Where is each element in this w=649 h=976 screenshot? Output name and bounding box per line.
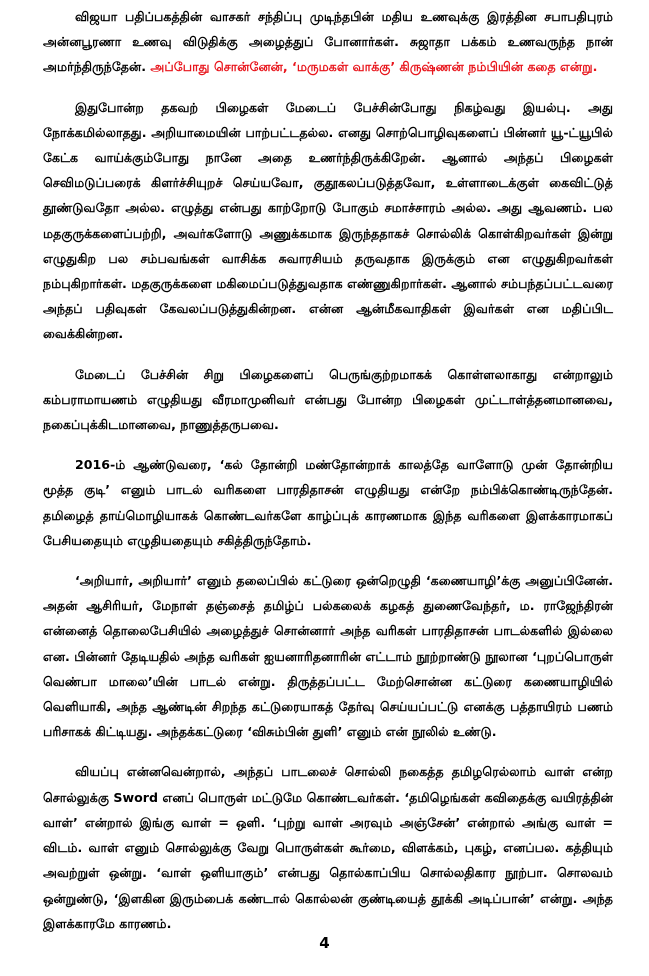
highlighted-quote: அப்போது சொன்னேன், ‘மருமகள் வாக்கு’ கிருஷ்ணன் நம்பியின் கதை என்று. [150, 59, 598, 75]
paragraph-2: இதுபோன்ற தகவற் பிழைகள் மேடைப் பேச்சின்போது நிகழ்வது இயல்பு. அது நோக்கமில்லாதது. அறியாமையின் பாற்பட்டதல்ல. எனது சொற்பொழிவுகளைப் பின்னர் யூ-ட்யூபில் கேட்க வாய்க்கும்போது நானே அதை உணர்ந்திருக்கிறேன். ஆனால் அந்தப் பிழைகள் செவிமடுப்பரைக் கிளர்ச்சியுறச் செய்யவோ, குதூகலப்படுத்தவோ, உள்ளாடைக்குள் கைவிட்டுத் தூண்டுவதோ அல்ல. எழுத்து என்பது காற்றோடு போகும் சமாச்சாரம் அல்ல. அது ஆவணம். பல மதகுருக்களைப்பற்றி, அவர்களோடு அணுக்கமாக இருந்ததாகச் சொல்லிக் கொள்கிறவர்கள் இன்று எழுதுகிற பல சம்பவங்கள் வாசிக்க சுவாரசியம் தருவதாக இருக்கும் என எழுதுகிறவர்கள் நம்புகிறார்கள். மதகுருக்களை மகிமைப்படுத்துவதாக எண்ணுகிறார்கள். ஆனால் சம்பந்தப்பட்டவரை அந்தப் பதிவுகள் கேவலப்படுத்துகின்றன. என்ன ஆன்மீகவாதிகள் இவர்கள் என மதிப்பிட வைக்கின்றன. [43, 99, 613, 342]
page-number: 4 [319, 934, 330, 952]
paragraph-4: 2016-ம் ஆண்டுவரை, ‘கல் தோன்றி மண்தோன்றாக் காலத்தே வாளோடு முன் தோன்றிய மூத்த குடி’ எனும் பாடல் வரிகளை பாரதிதாசன் எழுதியது என்றே நம்பிக்கொண்டிருந்தேன். தமிழைத் தாய்மொழியாகக் கொண்டவர்களே காழ்ப்புக் காரணமாக இந்த வரிகளை இளக்காரமாகப் பேசியதையும் எழுதியதையும் சகித்திருந்தோம். [43, 457, 613, 548]
paragraph-3: மேடைப் பேச்சின் சிறு பிழைகளைப் பெருங்குற்றமாகக் கொள்ளலாகாது என்றாலும் கம்பராமாயணம் எழுதியது வீரமாமுனிவர் என்பது போன்ற பிழைகள் முட்டாள்த்தனமானவை, நகைப்புக்கிடமானவை, நாணுத்தருபவை. [43, 366, 613, 433]
paragraph-6: வியப்பு என்னவென்றால், அந்தப் பாடலைச் சொல்லி நகைத்த தமிழரெல்லாம் வாள் என்ற சொல்லுக்கு Sword எனப் பொருள் மட்டுமே கொண்டவர்கள். ‘தமிழெங்கள் கவிதைக்கு வயிரத்தின் வாள்’ என்றால் இங்கு வாள் = ஒளி. ‘புற்று வாள் அரவும் அஞ்சேன்’ என்றால் அங்கு வாள் = விடம். வாள் எனும் சொல்லுக்கு வேறு பொருள்கள் கூர்மை, விளக்கம், புகழ், எனப்பல. கத்தியும் அவற்றுள் ஒன்று. ‘வாள் ஒளியாகும்’ என்பது தொல்காப்பிய சொல்லதிகார நூற்பா. சொலவம் ஒன்றுண்டு, ‘இளகின இரும்பைக் கண்டால் கொல்லன் குண்டியைத் தூக்கி அடிப்பான்’ என்று. அந்த இளக்காரமே காரணம். [43, 764, 613, 931]
document-page [43, 4, 613, 936]
paragraph-5: ‘அறியார், அறியார்’ எனும் தலைப்பில் கட்டுரை ஒன்றெழுதி ‘கணையாழி’க்கு அனுப்பினேன். அதன் ஆசிரியர், மேநாள் தஞ்சைத் தமிழ்ப் பல்கலைக் கழகத் துணைவேந்தர், ம. ராஜேந்திரன் என்னைத் தொலைபேசியில் அழைத்துச் சொன்னார் அந்த வரிகள் பாரதிதாசன் பாடல்களில் இல்லை என. பின்னர் தேடியதில் அந்த வரிகள் ஐயனாரிதனாரின் எட்டாம் நூற்றாண்டு நூலான ‘புறப்பொருள் வெண்பா மாலை’யின் பாடல் என்று. திருத்தப்பட்ட மேற்சொன்ன கட்டுரை கணையாழியில் வெளியாகி, அந்த ஆண்டின் சிறந்த கட்டுரையாகத் தேர்வு செய்யப்பட்டு எனக்கு பத்தாயிரம் பணம் பரிசாகக் கிட்டியது. அந்தக்கட்டுரை ‘விசும்பின் துளி’ எனும் என் நூலில் உண்டு. [43, 573, 613, 740]
paragraph-1-text: விஜயா பதிப்பகத்தின் வாசகர் சந்திப்பு முடிந்தபின் மதிய உணவுக்கு இரத்தின சபாபதிபுரம் அன்னபூரணா உணவு விடுதிக்கு அழைத்துப் போனார்கள். சுஜாதா பக்கம் உணவருந்த நான் அமர்ந்திருந்தேன். [43, 9, 613, 75]
paragraph-1 [43, 4, 613, 80]
